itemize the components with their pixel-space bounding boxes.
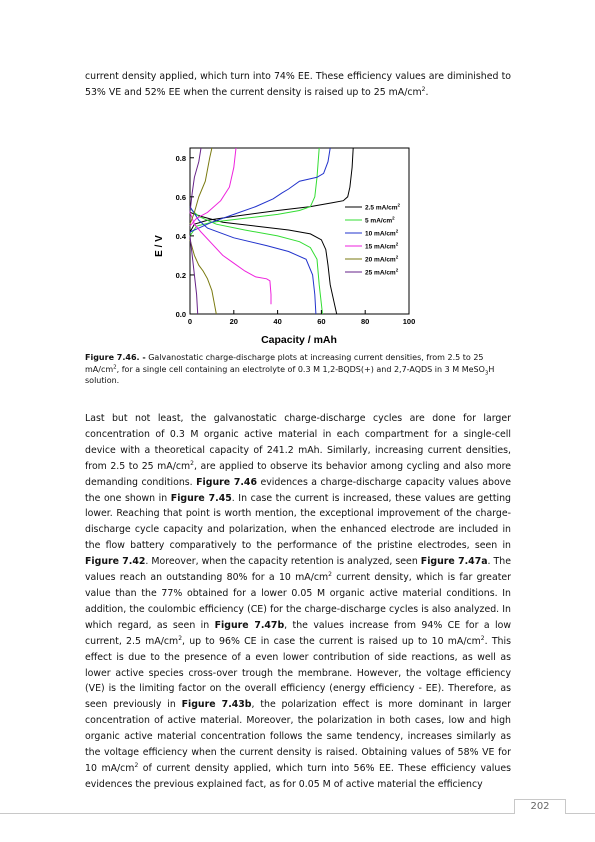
superscript: 2 — [134, 761, 139, 769]
x-tick-label: 100 — [402, 317, 416, 326]
y-tick-label: 0.4 — [175, 231, 186, 241]
text-span: of current density applied, which turn into 56% EE. These efficiency values evidences the previous explained fact, as for 0.05 M of active material the efficiency — [85, 762, 511, 790]
tick-layer — [176, 154, 416, 326]
figure-reference: Figure 7.47a — [420, 556, 488, 568]
legend — [345, 203, 401, 277]
text-span: current density, which is far greater value than the 77% obtained for a lower 0.05 M organic active material conditions. In addition, the coulombic efficiency (CE) for the charge-discharge cycles is also analyzed. In which regard, as seen in — [85, 572, 511, 631]
x-tick-label: 20 — [229, 317, 238, 326]
text-span: Galvanostatic charge-discharge plots at increasing current densities, from 2.5 to 25 mA/cm — [85, 353, 484, 374]
x-tick-label: 80 — [361, 317, 370, 326]
figure-caption — [85, 352, 511, 387]
x-axis-label: Capacity / mAh — [261, 334, 337, 346]
x-tick-label: 0 — [187, 317, 193, 326]
legend-label: 20 $mA/cm^2$ — [365, 254, 399, 264]
legend-label: 2.5 $mA/cm^2$ — [365, 202, 401, 212]
caption-label: Figure 7.46. - — [85, 353, 146, 362]
x-tick-label: 40 — [273, 317, 282, 326]
text-span: . The values reach an outstanding 80% for a 10 mA/cm — [85, 556, 511, 584]
figure-reference: Figure 7.47b — [214, 619, 285, 631]
superscript: 2 — [480, 634, 485, 642]
subscript: 3 — [484, 370, 489, 377]
y-tick-label: 0.0 — [175, 310, 186, 319]
legend-label: 15 $mA/cm^2$ — [365, 241, 399, 251]
text-span: , the polarization effect is more dominant in larger concentration of active material. Moreover, the polarization in both cases, low and high organic active material concentration follows the same tendency, increases similarly as the voltage efficiency when the current density is raised. Obtaining values of 58% VE for 10 mA/cm — [85, 699, 512, 774]
series-line-5-discharge — [190, 240, 216, 314]
text-span: , up to 96% CE in case the current is raised up to 10 mA/cm — [182, 635, 481, 647]
paragraph-2 — [85, 411, 511, 793]
legend-label: 10 $mA/cm^2$ — [365, 228, 399, 238]
superscript: 2 — [113, 363, 117, 370]
text-span: , are applied to observe its behavior among cycling and also more demanding conditions. — [85, 460, 511, 488]
text-span: H solution. — [85, 364, 495, 385]
text-span: . — [425, 86, 429, 98]
figure-reference: Figure 7.42 — [85, 556, 146, 568]
series-line-1-charge — [190, 148, 353, 232]
superscript: 2 — [421, 85, 426, 93]
figure-reference: Figure 7.45 — [170, 492, 232, 504]
text-span: . Moreover, when the capacity retention is analyzed, seen — [145, 556, 421, 568]
text-span: Last but not least, the galvanostatic charge-discharge cycles are done for larger concentration of 0.3 M organic active material in each compartment for a single-cell device with a theoretical capacity of 241.2 mAh. Similarly, increasing current densities, from 2.5 to 25 mA/cm — [85, 413, 511, 472]
series-line-2-discharge — [190, 209, 323, 315]
series-layer — [190, 148, 353, 314]
y-tick-label: 0.2 — [175, 270, 186, 280]
superscript: 2 — [190, 459, 194, 467]
text-span: . This effect is due to the presence of a even lower contribution of side reactions, as well as lower active species cross-over trough the membrane. However, the voltage efficiency (VE) is the limiting factor on the overall efficiency (energy efficiency - EE). Therefore, as seen previously in — [85, 635, 511, 711]
superscript: 2 — [328, 570, 332, 578]
charge-discharge-chart — [145, 146, 445, 351]
superscript: 2 — [178, 634, 183, 642]
y-tick-label: 0.6 — [175, 192, 186, 202]
text-span: . In case the current is increased, these values are getting lower. Reaching that point is worth mention, the exceptional improvement of the charge-discharge cycle capacity and polarization, when the enhanced electrode are included in the flow battery comparatively to the performance of the pristine electrodes, seen in — [85, 492, 512, 552]
paragraph-1 — [85, 69, 511, 101]
legend-label: 25 $mA/cm^2$ — [365, 267, 399, 277]
y-tick-label: 0.8 — [175, 153, 186, 163]
page-number: 202 — [514, 799, 566, 814]
legend-label: 5 $mA/cm^2$ — [365, 215, 395, 225]
figure-reference: Figure 7.43b — [181, 699, 252, 711]
footer-divider — [0, 813, 595, 814]
figure-reference: Figure 7.46 — [196, 476, 257, 488]
y-axis-label: E / V — [154, 235, 165, 257]
text-span: evidences a charge-discharge capacity values above the one shown in — [85, 476, 512, 504]
x-tick-label: 60 — [317, 317, 326, 326]
text-span: , the values increase from 94% CE for a low current, 2.5 mA/cm — [85, 619, 512, 647]
text-span: , for a single cell containing an electrolyte of 0.3 M 1,2-BQDS(+) and 2,7-AQDS in 3 M MeSO — [116, 364, 485, 374]
text-span: current density applied, which turn into 74% EE. These efficiency values are diminished to 53% VE and 52% EE when the current density is raised up to 25 mA/cm — [85, 71, 511, 98]
